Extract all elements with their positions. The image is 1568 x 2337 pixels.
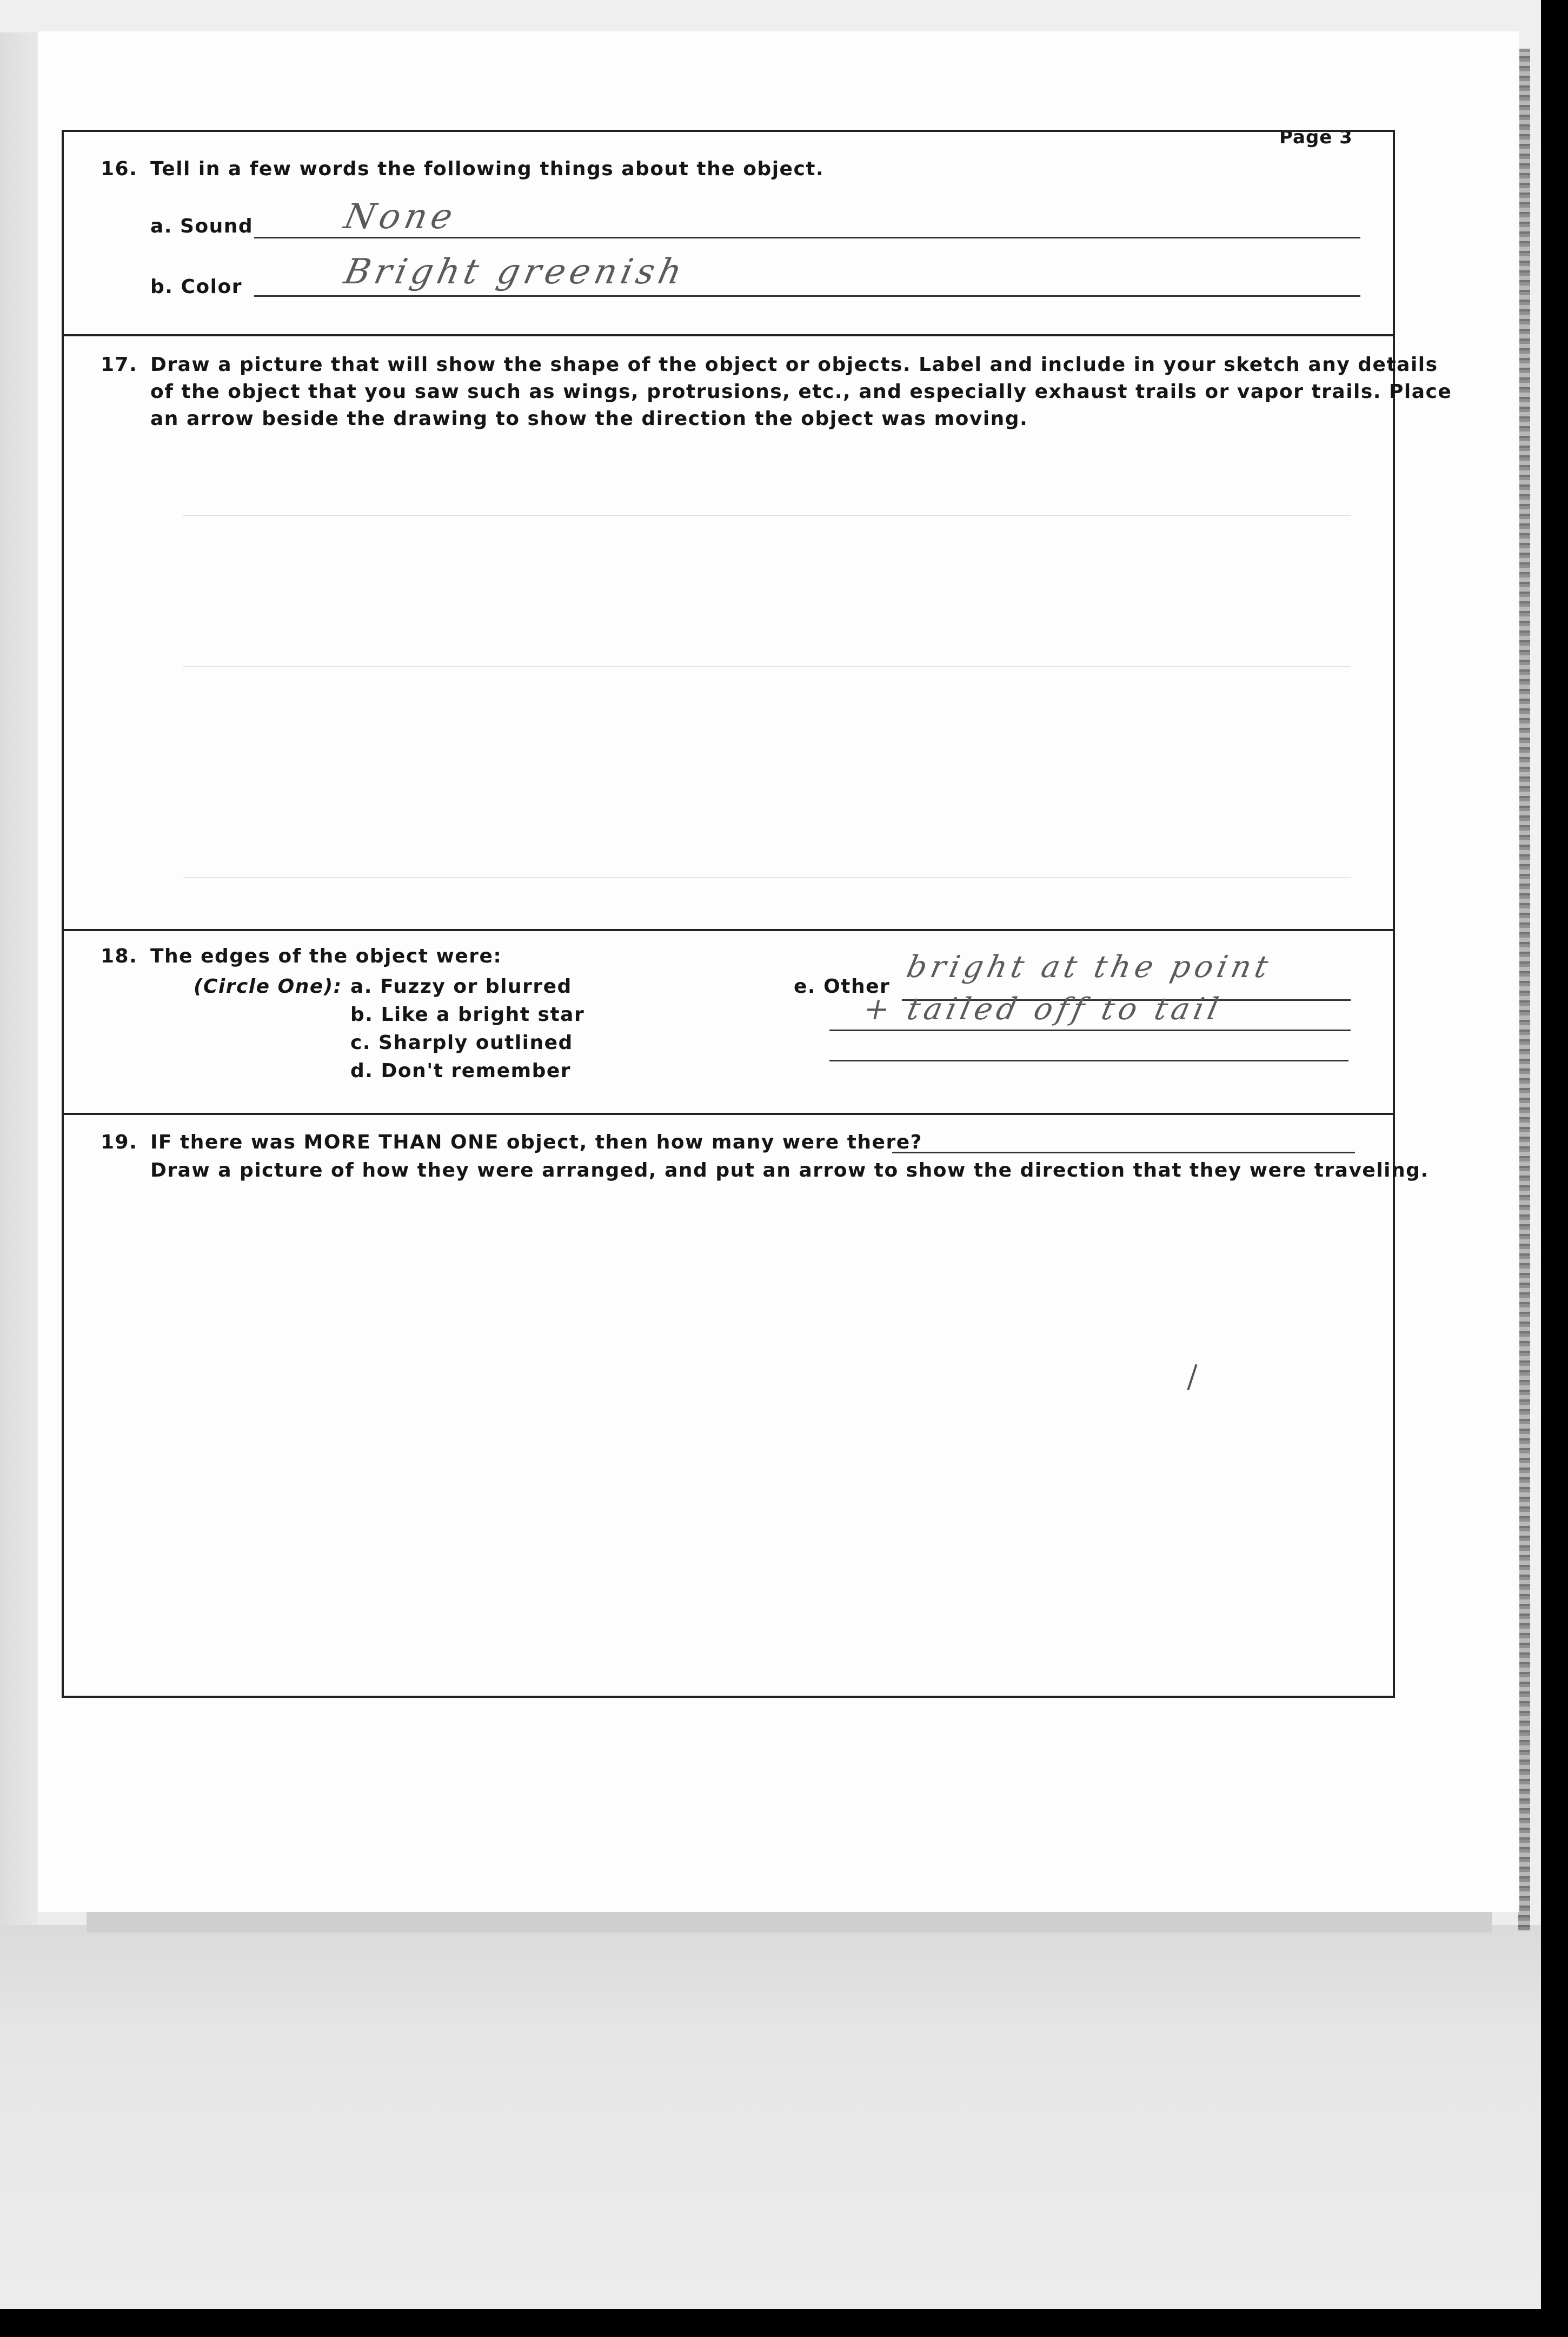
q17-instruction-line1: Draw a picture that will show the shape of the object or objects. Label and include in your sketch any details <box>150 354 1438 376</box>
q16-number: 16. <box>101 158 138 180</box>
page-shadow <box>87 1912 1492 1933</box>
questionnaire-form <box>62 130 1452 1698</box>
q18-other-label: e. Other <box>794 975 891 998</box>
scan-left-margin <box>0 32 38 1925</box>
q18-other-line-2 <box>829 1030 1351 1031</box>
q16-prompt: Tell in a few words the following things about the object. <box>150 158 825 180</box>
question-18 <box>64 929 1393 1113</box>
q16-color-answer: Bright greenish <box>341 252 690 292</box>
q18-other-answer-1: bright at the point <box>903 950 1275 985</box>
q18-option-c: c. Sharply outlined <box>350 1032 573 1054</box>
scan-right-edge <box>1518 49 1530 1930</box>
q18-number: 18. <box>101 945 138 967</box>
stray-pen-mark <box>1187 1364 1197 1391</box>
question-16 <box>64 132 1393 334</box>
q19-prompt-line2: Draw a picture of how they were arranged, and put an arrow to show the direction that they were traveling. <box>150 1159 1429 1181</box>
q17-number: 17. <box>101 354 138 376</box>
bleed-through-line <box>183 515 1351 516</box>
q19-number: 19. <box>101 1131 138 1153</box>
q18-circle-one: (Circle One): <box>194 975 342 998</box>
q17-instruction-line2: of the object that you saw such as wings, protrusions, etc., and especially exhaust trails or vapor trails. Place <box>150 381 1452 403</box>
q16-sound-label: a. Sound <box>150 215 254 237</box>
q18-prompt: The edges of the object were: <box>150 945 502 967</box>
bleed-through-line <box>183 666 1351 667</box>
q17-instruction-line3: an arrow beside the drawing to show the direction the object was moving. <box>150 408 1028 430</box>
q18-other-answer-2: + tailed off to tail <box>860 992 1226 1027</box>
q18-option-b: b. Like a bright star <box>350 1004 585 1026</box>
q16-color-label: b. Color <box>150 276 242 298</box>
q19-prompt-line1: IF there was MORE THAN ONE object, then how many were there? <box>150 1131 923 1153</box>
bleed-through-line <box>183 877 1351 878</box>
q18-option-a: a. Fuzzy or blurred <box>350 975 572 998</box>
q16-sound-answer: None <box>341 197 461 237</box>
question-19 <box>64 1113 1429 1696</box>
q18-option-d: d. Don't remember <box>350 1060 572 1082</box>
scan-lower-area <box>0 1925 1541 2309</box>
q16-color-line <box>254 295 1360 297</box>
page-number: Page 3 <box>1279 127 1353 148</box>
q18-other-line-3 <box>829 1060 1348 1061</box>
q16-sound-line <box>254 237 1360 238</box>
q19-count-line <box>892 1152 1355 1153</box>
question-17 <box>64 334 1452 929</box>
